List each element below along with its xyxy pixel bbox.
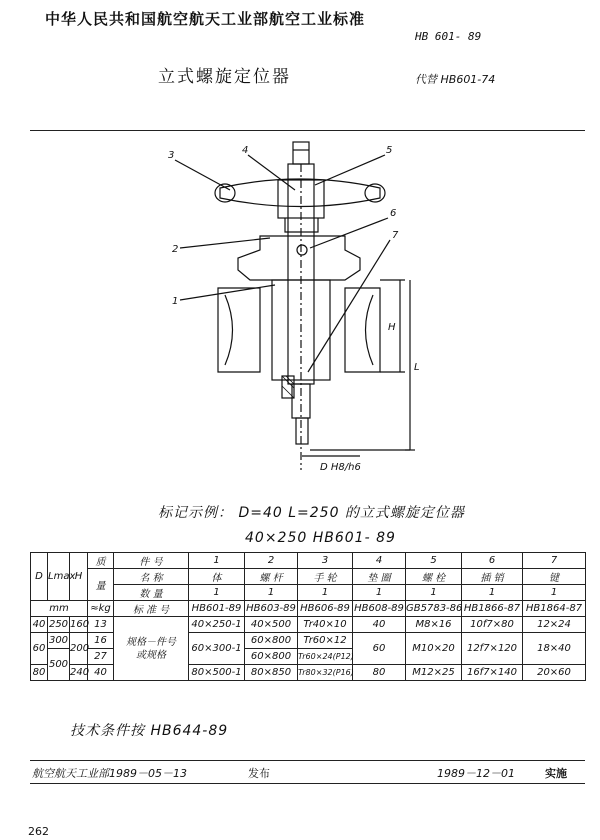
callout-3: 3: [168, 150, 175, 161]
dim-l-label: L: [414, 362, 420, 373]
effective-date: 1989－12－01: [437, 767, 515, 780]
footer-rule-bottom: [30, 783, 585, 784]
table-row: 40 250 160 13 规格－件号 或规格 40×250-1 40×500 Tr40×10 40 M8×16 10f7×80 12×24: [31, 617, 586, 633]
table-row: 数 量 1 1 1 1 1 1 1: [31, 585, 586, 601]
callout-6: 6: [390, 208, 397, 219]
replaces-note: 代替 HB601-74: [415, 73, 496, 86]
spec-table: [30, 552, 586, 681]
standard-organization: 中华人民共和国航空航天工业部航空工业标准: [45, 10, 366, 28]
callout-1: 1: [172, 296, 179, 307]
marking-example-code: 40×250 HB601- 89: [245, 530, 396, 546]
issued-label: 发布: [248, 767, 270, 780]
technical-drawing: [150, 140, 450, 485]
tech-requirement: 技术条件按 HB644-89: [70, 723, 229, 739]
standard-number: HB 601- 89: [415, 30, 482, 43]
document-title: 立式螺旋定位器: [158, 67, 291, 87]
table-row: 80 240 40 80×500-1 80×850 Tr80×32(P16) 80 M12×25 16f7×140 20×60: [31, 665, 586, 681]
issued-date: 航空航天工业部1989－05－13: [32, 767, 187, 780]
footer-rule: [30, 760, 585, 761]
dim-h-label: H: [388, 322, 396, 333]
effective-label: 实施: [545, 767, 567, 780]
page-number: 262: [28, 825, 49, 838]
table-row: 量 名 称 体 螺 杆 手 轮 垫 圈 螺 栓 插 销 键: [31, 569, 586, 585]
table-row: 60 300 200 16 60×300-1 60×800 Tr60×12 60 M10×20 12f7×120 18×40: [31, 633, 586, 649]
callout-5: 5: [386, 145, 393, 156]
callout-7: 7: [392, 230, 399, 241]
marking-example: 标记示例： D=40 L=250 的立式螺旋定位器: [158, 505, 465, 521]
header-rule: [30, 130, 585, 131]
table-row: D Lmax H 质 件 号 1 2 3 4 5 6 7: [31, 553, 586, 569]
callout-2: 2: [172, 244, 179, 255]
dim-d-label: D H8/h6: [320, 462, 361, 473]
table-row: mm ≈kg 标 准 号 HB601-89 HB603-89 HB606-89 HB608-89 GB5783-86 HB1866-87 HB1864-87: [31, 601, 586, 617]
callout-4: 4: [242, 145, 249, 156]
table-row: 500 27 60×800 Tr60×24(P12): [31, 649, 586, 665]
spec-note-cell: 规格－件号 或规格: [114, 617, 189, 681]
